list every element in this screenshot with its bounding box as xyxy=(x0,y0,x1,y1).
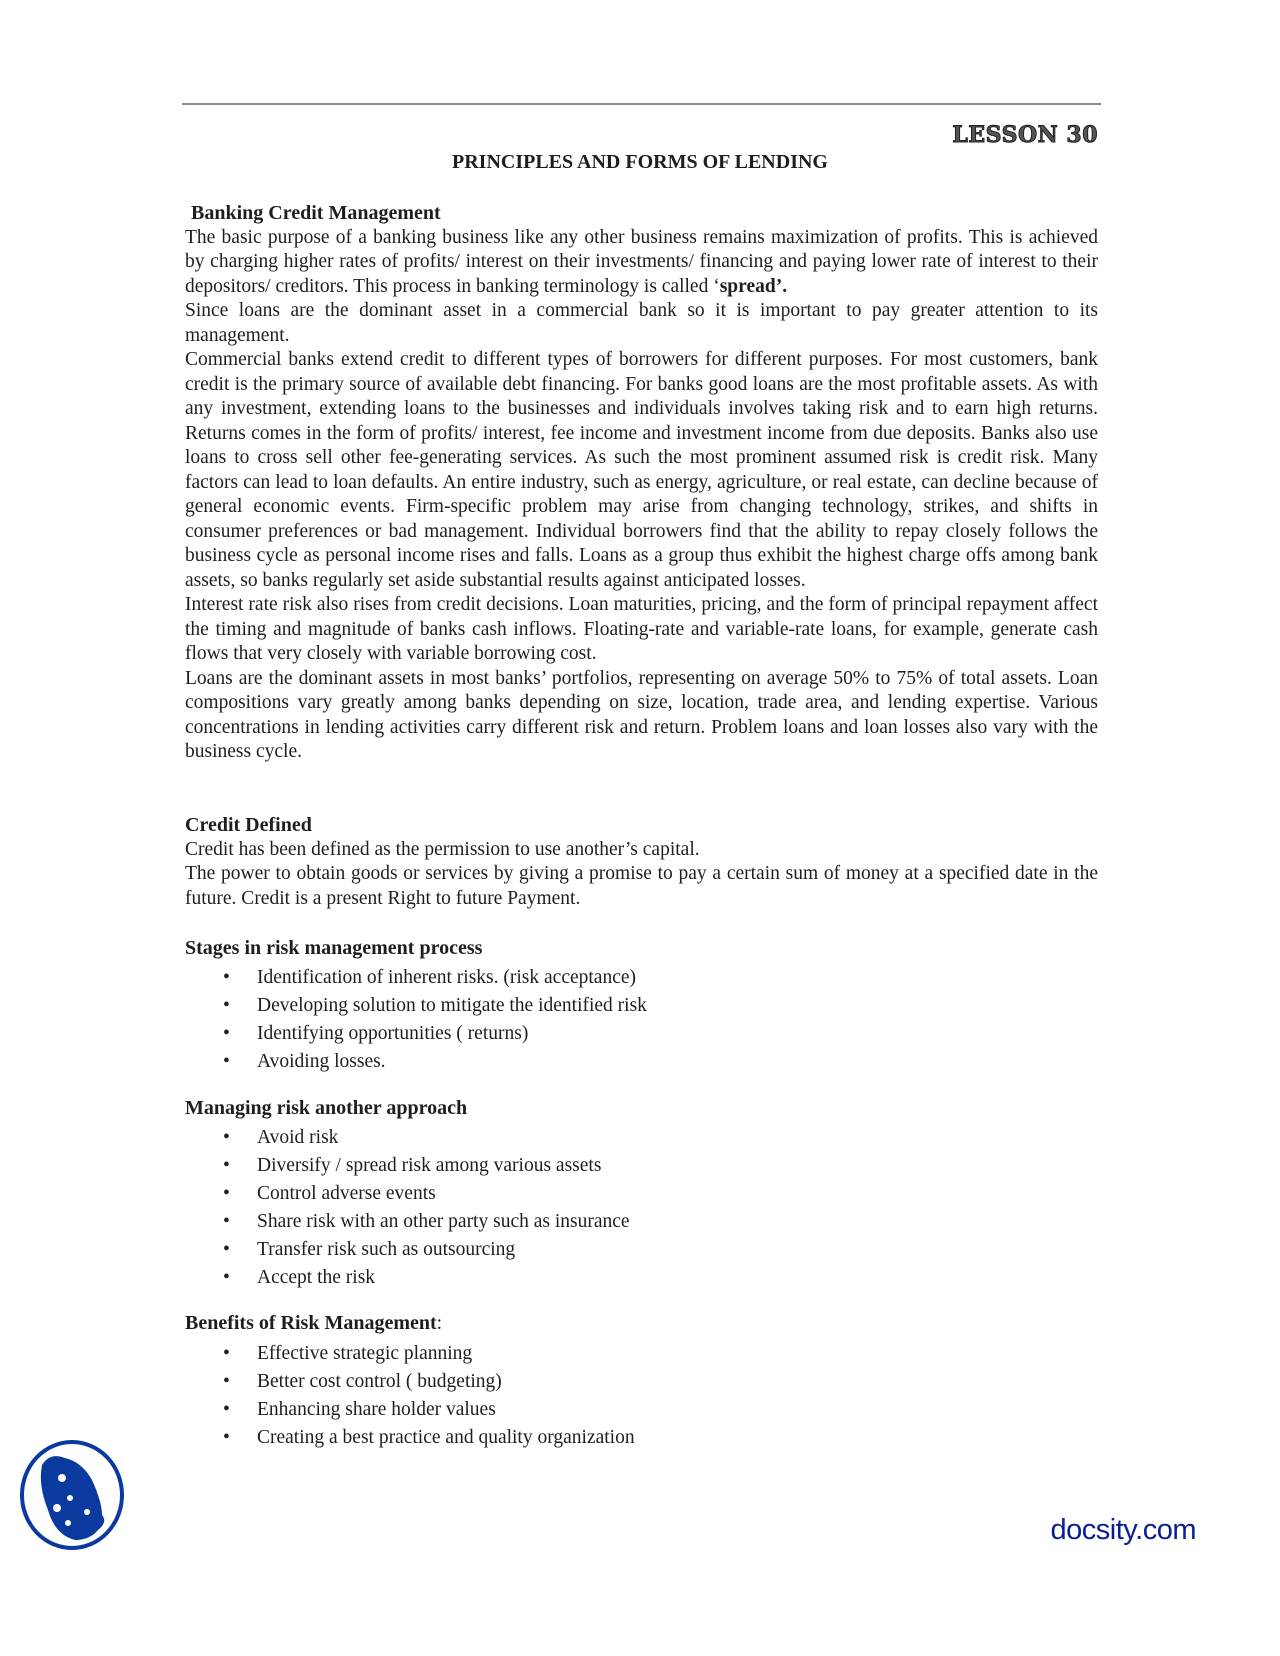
bullet-icon: • xyxy=(223,1342,230,1364)
paragraph: Since loans are the dominant asset in a commercial bank so it is important to pay greater attention to its management. xyxy=(185,300,1098,346)
list-item xyxy=(185,1236,1098,1264)
docsity-logo-icon xyxy=(20,1440,125,1550)
list-item xyxy=(185,1048,1098,1076)
bullet-icon: • xyxy=(223,1398,230,1420)
page-title: PRINCIPLES AND FORMS OF LENDING xyxy=(452,151,828,173)
item-text: Accept the risk xyxy=(257,1266,376,1288)
section-stages xyxy=(185,936,1098,1076)
heading-stages: Stages in risk management process xyxy=(185,937,483,959)
bullet-icon: • xyxy=(223,1050,230,1072)
bullet-icon: • xyxy=(223,994,230,1016)
paragraph: Credit has been defined as the permission to use another’s capital. xyxy=(185,838,700,860)
heading-credit: Credit Defined xyxy=(185,814,312,836)
section-credit xyxy=(185,813,1098,911)
paragraph: The power to obtain goods or services by giving a promise to pay a certain sum of money at a specified date in the future. Credit is a present Right to future Payment. xyxy=(185,863,1098,909)
bullet-icon: • xyxy=(223,1370,230,1392)
colon: : xyxy=(436,1313,443,1334)
bullet-icon: • xyxy=(223,966,230,988)
section-benefits xyxy=(185,1311,1098,1452)
bullet-icon: • xyxy=(223,1126,230,1148)
bullet-icon: • xyxy=(223,1210,230,1232)
heading-managing: Managing risk another approach xyxy=(185,1097,468,1119)
list-item xyxy=(185,1208,1098,1236)
docsity-link[interactable]: docsity.com xyxy=(1050,1514,1196,1546)
item-text: Diversify / spread risk among various assets xyxy=(257,1154,602,1176)
header-rule xyxy=(182,103,1101,105)
item-text: Enhancing share holder values xyxy=(257,1398,496,1420)
list-item xyxy=(185,1424,1098,1452)
list-item xyxy=(185,1264,1098,1292)
bullet-icon: • xyxy=(223,1022,230,1044)
list-item xyxy=(185,1368,1098,1396)
item-text: Developing solution to mitigate the identified risk xyxy=(257,994,647,1016)
paragraph xyxy=(185,226,1098,300)
item-text: Better cost control ( budgeting) xyxy=(257,1370,502,1392)
item-text: Identification of inherent risks. (risk acceptance) xyxy=(257,966,637,988)
heading-benefits-wrap xyxy=(185,1311,1098,1337)
list-item xyxy=(185,1124,1098,1152)
item-text: Avoiding losses. xyxy=(257,1050,386,1072)
paragraph: Loans are the dominant assets in most banks’ portfolios, representing on average 50% to 75% of total assets. Loan compositions vary greatly among banks depending on size, location, trade area, and lending expertise. Various concentrations in lending activities carry different risk and return. Problem loans and loan losses also vary with the business cycle. xyxy=(185,667,1098,762)
paragraph: Interest rate risk also rises from credit decisions. Loan maturities, pricing, and the form of principal repayment affect the timing and magnitude of banks cash inflows. Floating-rate and variable-rate loans, for example, generate cash flows that very closely with variable borrowing cost. xyxy=(185,594,1098,664)
item-text: Effective strategic planning xyxy=(257,1342,473,1364)
item-text: Identifying opportunities ( returns) xyxy=(257,1022,529,1044)
list-item xyxy=(185,964,1098,992)
heading-benefits: Benefits of Risk Management xyxy=(185,1312,437,1334)
section-banking xyxy=(185,201,1098,765)
item-text: Share risk with an other party such as insurance xyxy=(257,1210,630,1232)
list-item xyxy=(185,1180,1098,1208)
list-item xyxy=(185,992,1098,1020)
section-managing xyxy=(185,1096,1098,1292)
lesson-number: LESSON 30 xyxy=(952,122,1098,148)
bullet-icon: • xyxy=(223,1266,230,1288)
bullet-icon: • xyxy=(223,1238,230,1260)
spread-term: spread’. xyxy=(719,275,788,297)
bullet-icon: • xyxy=(223,1182,230,1204)
list-item xyxy=(185,1340,1098,1368)
item-text: Creating a best practice and quality organization xyxy=(257,1426,635,1448)
item-text: Avoid risk xyxy=(257,1126,339,1148)
bullet-icon: • xyxy=(223,1426,230,1448)
bullet-icon: • xyxy=(223,1154,230,1176)
heading-banking: Banking Credit Management xyxy=(191,202,441,224)
list-item xyxy=(185,1020,1098,1048)
item-text: Transfer risk such as outsourcing xyxy=(257,1238,516,1260)
text: The basic purpose of a banking business like any other business remains maximization of profits. This is achieved by charging higher rates of profits/ interest on their investments/ financing and paying lower rate of interest to their depositors/ creditors. This process in banking terminology is called ‘ xyxy=(185,226,1098,297)
paragraph: Commercial banks extend credit to different types of borrowers for different purposes. For most customers, bank credit is the primary source of available debt financing. For banks good loans are the most profitable assets. As with any investment, extending loans to the businesses and individuals involves taking risk and to earn high returns. Returns comes in the form of profits/ interest, fee income and investment income from due deposits. Banks also use loans to cross sell other fee-generating services. As such the most prominent assumed risk is credit risk. Many factors can lead to loan defaults. An entire industry, such as energy, agriculture, or real estate, can decline because of general economic events. Firm-specific problem may arise from changing technology, strikes, and shifts in consumer preferences or bad management. Individual borrowers find that the ability to repay closely follows the business cycle as personal income rises and falls. Loans as a group thus exhibit the highest charge offs among bank assets, so banks regularly set aside substantial results against anticipated losses. xyxy=(185,349,1098,591)
list-item xyxy=(185,1152,1098,1180)
list-item xyxy=(185,1396,1098,1424)
item-text: Control adverse events xyxy=(257,1182,436,1204)
